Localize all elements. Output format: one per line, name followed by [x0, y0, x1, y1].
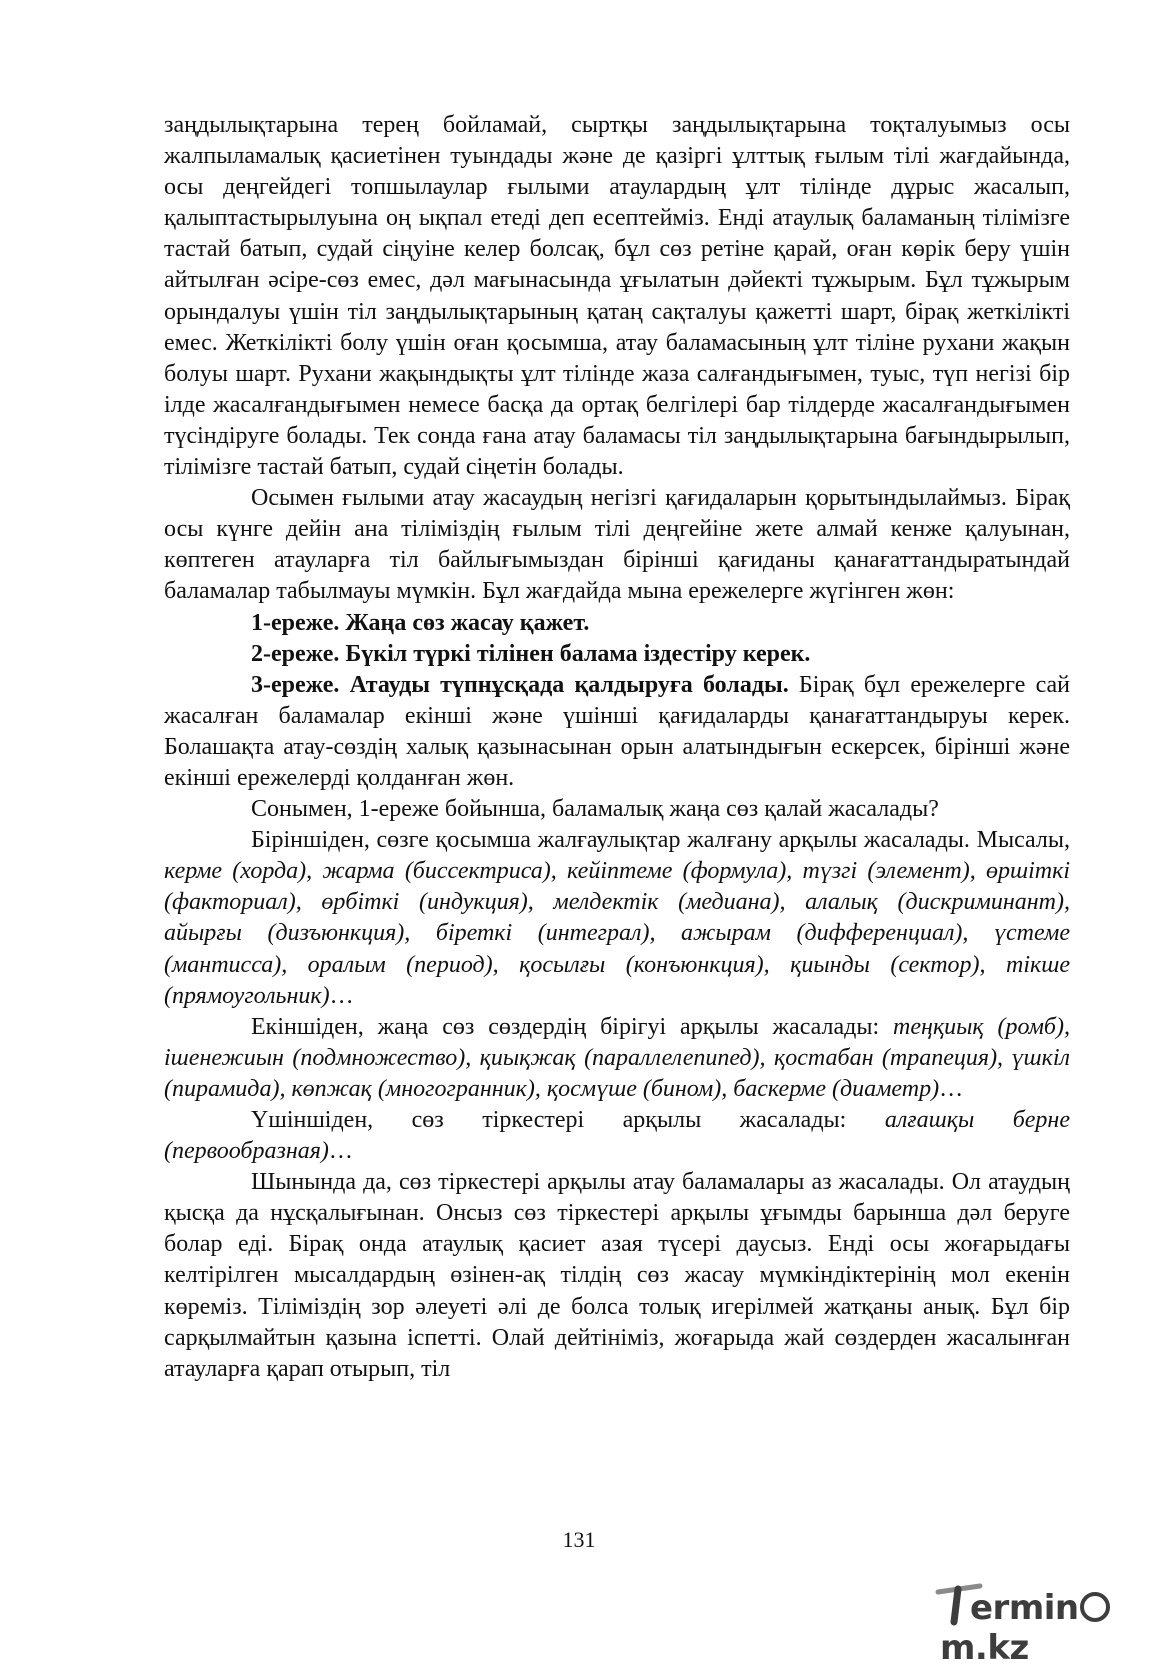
bold-run: 1-ереже. Жаңа сөз жасау қажет.	[251, 609, 590, 636]
logo-text-left: ermin	[970, 1588, 1079, 1628]
paragraph	[164, 639, 1070, 670]
logo-mark-icon	[934, 1582, 988, 1626]
logo-circle-icon	[1080, 1592, 1110, 1622]
terminkom-logo	[940, 1588, 1158, 1668]
paragraph	[164, 794, 1070, 825]
text-run: Біріншіден, сөзге қосымша жалғаулықтар жалғану арқылы жасалады. Мысалы,	[251, 827, 1070, 854]
bold-run: 3-ереже. Атауды түпнұсқада қалдыруға болады.	[251, 671, 789, 698]
text-run: …	[329, 982, 354, 1009]
text-run: Осымен ғылыми атау жасаудың негізгі қағидаларын қорытындылаймыз. Бірақ осы күнге дейін ана тіліміздің ғылым тілі деңгейіне жете алмай кенже қалуынан, көптеген атауларға тіл байлығымыздан бірінші қағиданы қанағаттандыратындай баламалар табылмауы мүмкін. Бұл жағдайда мына ережелерге жүгінген жөн:	[164, 485, 1070, 605]
paragraph	[164, 1012, 1070, 1105]
text-run: …	[939, 1075, 964, 1102]
bold-run: 2-ереже. Бүкіл түркі тілінен балама іздестіру керек.	[251, 640, 811, 667]
text-run: Сонымен, 1-ереже бойынша, баламалық жаңа сөз қалай жасалады?	[251, 796, 939, 823]
text-run: заңдылықтарына терең бойламай, сыртқы заңдылықтарына тоқталуымыз осы жалпыламалық қасиетінен туындады және де қазіргі ұлттық ғылым тілі жағдайында, осы деңгейдегі топшылаулар ғылыми атаулардың ұлт тілінде дұрыс жасалып, қалыптастырылуына оң ықпал етеді деп есептейміз. Енді атаулық баламаның тілімізге тастай батып, судай сіңуіне келер болсақ, бұл сөз ретіне қарай, оған көрік беру үшін айтылған әсіре-сөз емес, дәл мағынасында ұғылатын дәйекті тұжырым. Бұл тұжырым орындалуы үшін тіл заңдылықтарының қатаң сақталуы қажетті шарт, бірақ жеткілікті емес. Жеткілікті болу үшін оған қосымша, атау баламасының ұлт тіліне рухани жақын болуы шарт. Рухани жақындықты ұлт тілінде жаза салғандығымен, туыс, түп негізі бір ілде жасалғандығымен немесе басқа да ортақ белгілері бар тілдерде жасалғандығымен түсіндіруге болады. Тек сонда ғана атау баламасы тіл заңдылықтарына бағындырылып, тілімізге тастай батып, судай сіңетін болады.	[164, 112, 1070, 481]
text-run: Үшіншіден, сөз тіркестері арқылы жасалады:	[251, 1107, 885, 1133]
text-run: Екіншіден, жаңа сөз сөздердің бірігуі арқылы жасалады:	[251, 1013, 894, 1040]
paragraph	[164, 825, 1070, 1012]
text-run: Шынында да, сөз тіркестері арқылы атау баламалары аз жасалады. Ол атаудың қысқа да нұсқалығынан. Онсыз сөз тіркестері арқылы ұғымды барынша дәл беруге болар еді. Бірақ онда атаулық қасиет азая түсері даусыз. Енді осы жоғарыдағы келтірілген мысалдардың өзінен-ақ тілдің сөз жасау мүмкіндіктерінің мол екенін көреміз. Тіліміздің зор әлеуеті әлі де болса толық игерілмей жатқаны анық. Бұл бір сарқылмайтын қазына іспетті. Олай дейтініміз, жоғарыда жай сөздерден жасалынған атауларға қарап отырып, тіл	[164, 1169, 1070, 1382]
page-number: 131	[562, 1527, 596, 1552]
paragraph	[164, 110, 1070, 483]
paragraph	[164, 1167, 1070, 1385]
paragraph	[164, 670, 1070, 794]
paragraph	[164, 608, 1070, 639]
italic-run: теңқиық (ромб), ішенежиын (подмножество), қиықжақ (параллелепипед), қостабан (трапеция), үшкіл (пирамида), көпжақ (многогранник), қосмүше (бином), баскерме (диаметр)	[164, 1013, 1070, 1102]
italic-run: керме (хорда), жарма (биссектриса), кейіптеме (формула), түзгі (элемент), өршіткі (факториал), өрбіткі (индукция), мелдектік (медиана), алалық (дискриминант), айырғы (дизъюнкция), біреткі (интеграл), ажырам (дифференциал), үстеме (мантисса), оралым (период), қосылғы (конъюнкция), қиынды (сектор), тікше (прямоугольник)	[164, 858, 1070, 1009]
logo-text-right: m.kz	[940, 1628, 1029, 1668]
italic-run: алғашқы берне (первообразная)	[164, 1107, 1070, 1165]
paragraph	[164, 483, 1070, 607]
paragraph	[164, 1105, 1070, 1167]
text-run: …	[328, 1138, 353, 1165]
text-run: Бірақ бұл ережелерге сай жасалған баламалар екінші және үшінші қағидаларды қанағаттандыруы керек. Болашақта атау-сөздің халық қазынасынан орын алатындығын ескерсек, бірінші және екінші ережелерді қолданған жөн.	[164, 671, 1071, 791]
document-body	[164, 110, 1070, 1385]
